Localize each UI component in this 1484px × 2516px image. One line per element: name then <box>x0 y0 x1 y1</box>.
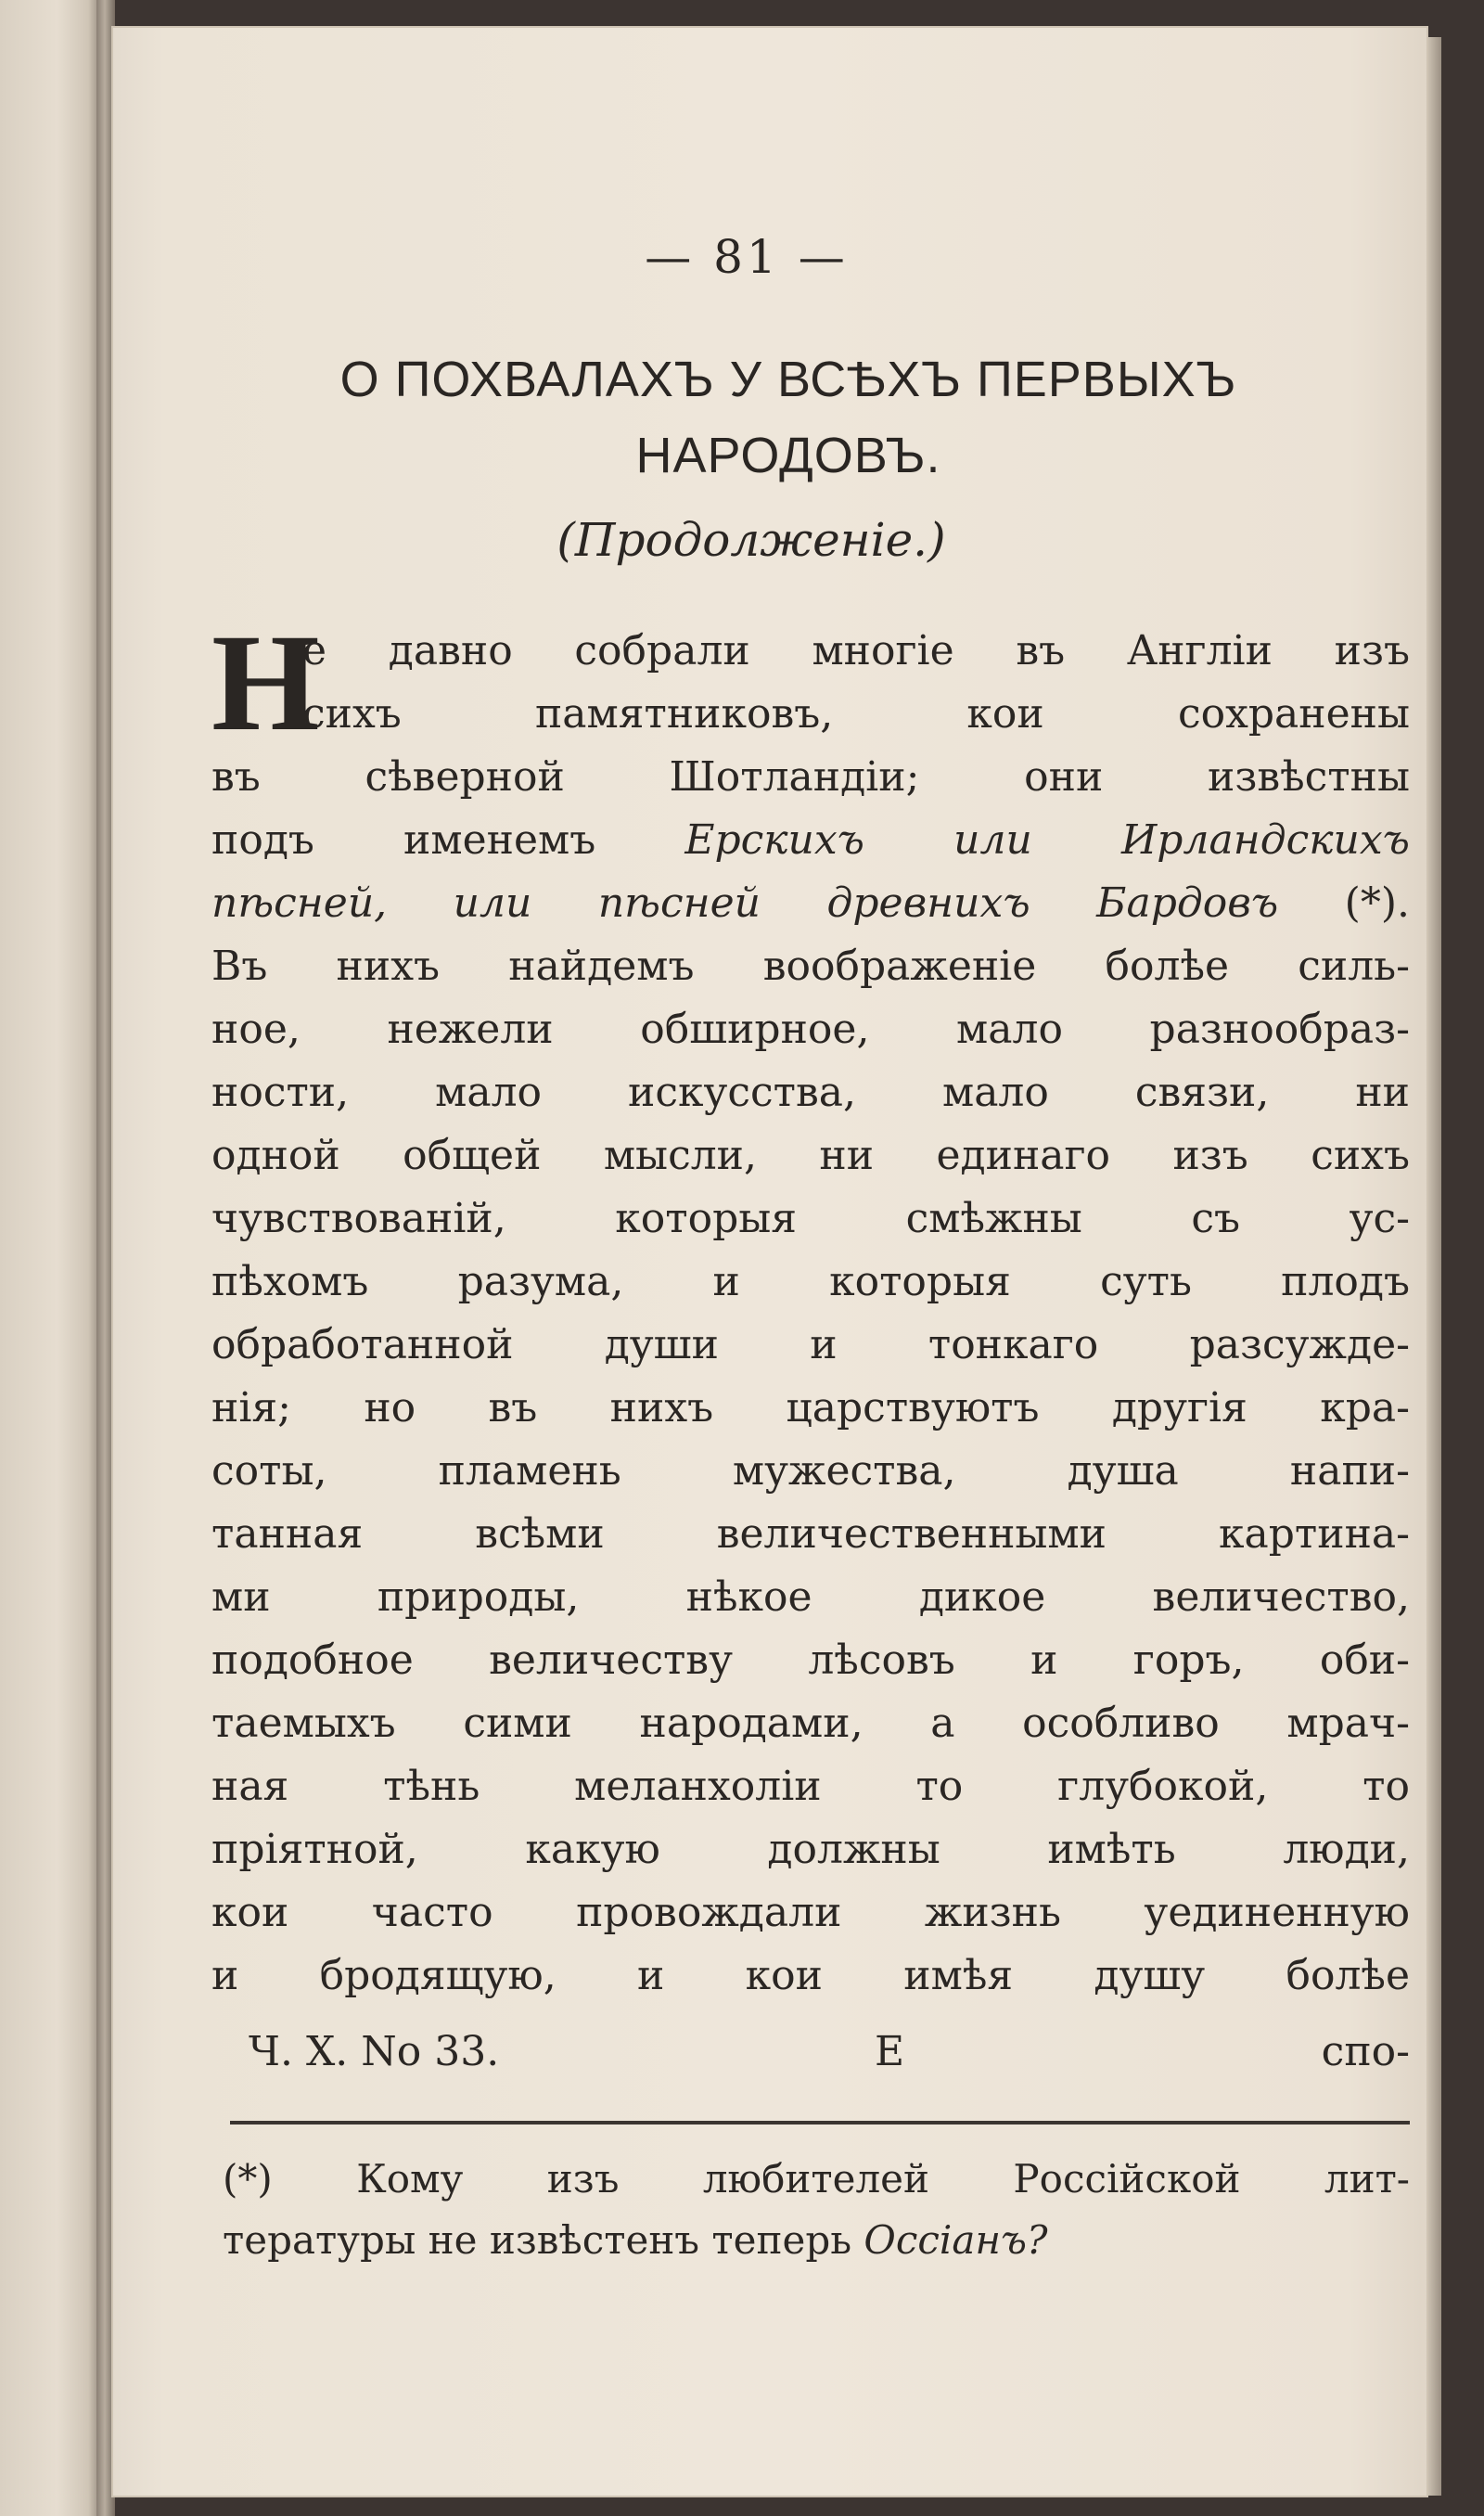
catchword: спо- <box>1321 2028 1410 2075</box>
text-line: одной общей мысли, ни единаго изъ сихъ <box>211 1132 1410 1179</box>
text-line: обработанной души и тонкаго разсужде- <box>211 1321 1410 1368</box>
text-line: ми природы, нѣкое дикое величество, <box>211 1573 1410 1621</box>
chapter-subtitle: (Продолженіе.) <box>556 513 946 567</box>
footnote-line: (*) Кому изъ любителей Россійской лит- <box>223 2156 1410 2202</box>
chapter-title <box>223 341 1354 494</box>
title-line-1: О ПОХВАЛАХЪ У ВСѢХЪ ПЕРВЫХЪ <box>339 352 1237 407</box>
footnote-line <box>223 2210 1410 2271</box>
text-line: танная всѣми величественными картина- <box>211 1510 1410 1558</box>
text-line: сихъ памятниковъ, кои сохранены <box>302 690 1410 738</box>
text-line: е давно собрали многіе въ Англіи изъ <box>302 627 1410 674</box>
text-line: въ сѣверной Шотландіи; они извѣстны <box>211 753 1410 801</box>
text-line: таемыхъ сими народами, а особливо мрач- <box>211 1700 1410 1747</box>
text-line: пѣхомъ разума, и которыя суть плодъ <box>211 1258 1410 1305</box>
text-span: тературы не извѣстенъ теперь <box>223 2217 864 2263</box>
text-line <box>211 872 1410 935</box>
text-line: соты, пламень мужества, душа напи- <box>211 1447 1410 1495</box>
footnote-divider <box>230 2121 1410 2124</box>
italic-text: Ерскихъ или Ирландскихъ <box>684 816 1410 864</box>
page-edge-shadow <box>1428 37 1441 2496</box>
book-page <box>111 26 1428 2497</box>
text-line: подобное величеству лѣсовъ и горъ, оби- <box>211 1637 1410 1684</box>
text-line: ная тѣнь меланхоліи то глубокой, то <box>211 1763 1410 1810</box>
italic-text: пѣсней, или пѣсней древнихъ Бардовъ <box>211 879 1279 927</box>
italic-text: Оссіанъ? <box>864 2217 1048 2263</box>
text-line: пріятной, какую должны имѣть люди, <box>211 1826 1410 1873</box>
facing-page-edge <box>0 0 104 2516</box>
text-line: ное, нежели обширное, мало разнообраз- <box>211 1006 1410 1053</box>
text-line: Въ нихъ найдемъ воображеніе болѣе силь- <box>211 943 1410 990</box>
text-line: чувствованій, которыя смѣжны съ ус- <box>211 1195 1410 1242</box>
footnote <box>223 2149 1410 2271</box>
gathering-letter: E <box>875 2028 905 2075</box>
page-number: — 81 — <box>645 230 849 284</box>
text-line: и бродящую, и кои имѣя душу болѣе <box>211 1952 1410 1999</box>
text-span: подъ именемъ <box>211 816 685 864</box>
body-text <box>211 606 1410 2008</box>
title-line-2: НАРОДОВЪ. <box>635 428 941 483</box>
volume-signature: Ч. X. No 33. <box>249 2028 500 2075</box>
signature-line <box>249 2021 1410 2084</box>
footnote-marker: (*). <box>1278 879 1410 927</box>
drop-cap: Н <box>211 606 320 760</box>
text-line: кои часто провождали жизнь уединенную <box>211 1889 1410 1936</box>
text-line <box>211 809 1410 872</box>
text-line: нія; но въ нихъ царствуютъ другія кра- <box>211 1384 1410 1431</box>
text-line: ности, мало искусства, мало связи, ни <box>211 1069 1410 1116</box>
